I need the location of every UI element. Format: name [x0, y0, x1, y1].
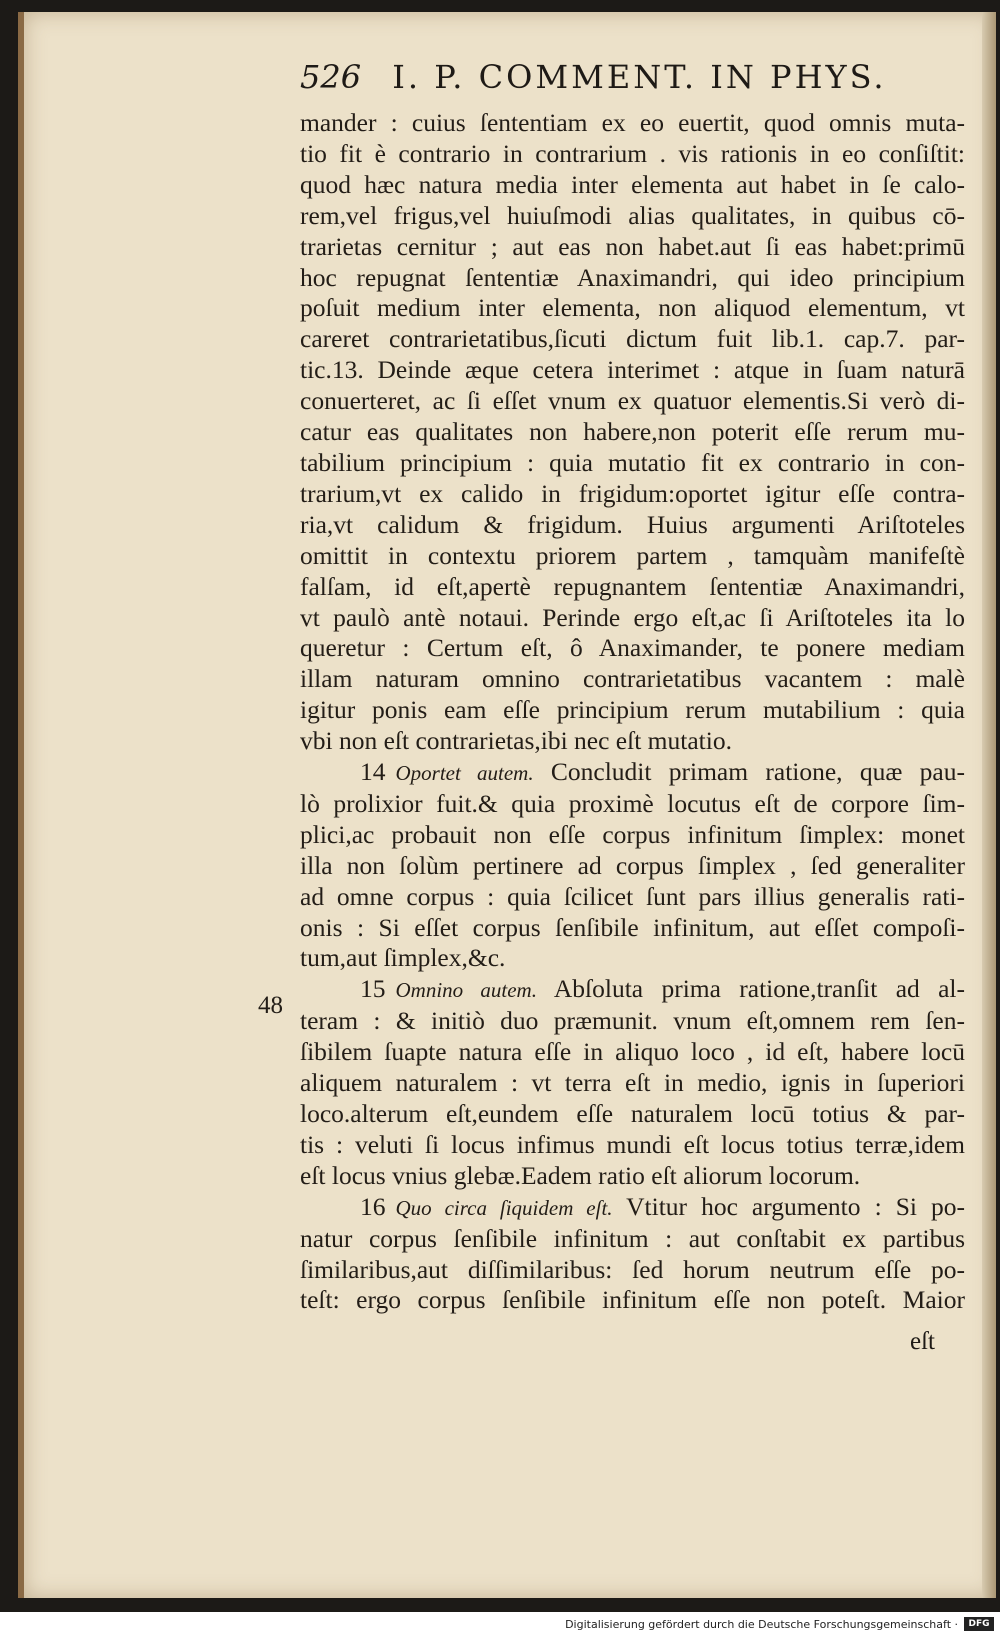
running-title: I. P. COMMENT. IN PHYS.: [392, 58, 887, 96]
line-text: tic.13. Deinde æque cetera interimet : atque in ſuam naturā: [300, 355, 965, 385]
text-line: [300, 232, 965, 263]
line-text: Concludit primam ratione, quæ pau-: [533, 757, 965, 787]
line-text: ria,vt calidum & frigidum. Huius argumenti Ariſtoteles: [300, 509, 965, 539]
line-text: trarietas cernitur ; aut eas non habet.aut ſi eas habet:primū: [300, 231, 965, 261]
line-text: vt paulò antè notaui. Perinde ergo eſt,ac ſi Ariſtoteles ita lo: [300, 602, 965, 632]
text-line: [300, 108, 965, 139]
line-text: loco.alterum eſt,eundem eſſe naturalem locū totius & par-: [300, 1099, 965, 1128]
line-text: illam naturam omnino contrarietatibus vacantem : malè: [300, 664, 965, 694]
text-line: [300, 882, 965, 913]
page-edge: [982, 12, 996, 1598]
line-text: ſibilem ſuapte natura eſſe in aliquo loco , id eſt, habere locū: [300, 1037, 965, 1067]
lemma-text: Quo circa ſiquidem eſt.: [395, 1195, 613, 1220]
catchword: eſt: [910, 1328, 935, 1355]
text-line: [300, 448, 965, 479]
section-number: 16: [360, 1191, 386, 1221]
line-text: trarium,vt ex calido in frigidum:oportet igitur eſſe contra-: [300, 478, 965, 508]
dfg-logo: DFG: [964, 1617, 994, 1631]
line-text: tabilium principium : quia mutatio fit ex contrario in con-: [300, 447, 965, 477]
line-text: natur corpus ſenſibile infinitum : aut conſtabit ex partibus: [300, 1223, 965, 1253]
section-number: 15: [360, 974, 386, 1004]
text-line: [300, 1099, 965, 1130]
text-line: [300, 820, 965, 851]
text-line: [300, 355, 965, 386]
text-line: [300, 1192, 965, 1224]
text-line: [300, 263, 965, 294]
page-number: 526: [300, 58, 362, 96]
section-number: 14: [360, 757, 386, 787]
text-line: [300, 1130, 965, 1161]
line-text: ſimilaribus,aut diſſimilaribus: ſed horum neutrum eſſe po-: [300, 1254, 965, 1284]
line-text: illa non ſolùm pertinere ad corpus ſimplex , ſed generaliter: [300, 850, 965, 880]
running-head: [300, 58, 960, 96]
text-line: [300, 664, 965, 695]
line-text: Abſoluta prima ratione,tranſit ad al-: [536, 974, 965, 1004]
text-line: [300, 541, 965, 572]
text-line: [300, 201, 965, 232]
line-text: teſt: ergo corpus ſenſibile infinitum eſſe non poteſt. Maior: [300, 1285, 965, 1315]
line-text: aliquem naturalem : vt terra eſt in medio, ignis in ſuperiori: [300, 1068, 965, 1098]
text-line: [300, 139, 965, 170]
text-line: [300, 324, 965, 355]
margin-note: 48: [258, 992, 283, 1019]
text-line: [300, 510, 965, 541]
line-text: tis : veluti ſi locus infimus mundi eſt locus totius terræ,idem: [300, 1129, 965, 1159]
text-line: [300, 1006, 965, 1037]
text-line: [300, 1224, 965, 1255]
line-text: lò prolixior fuit.& quia proximè locutus eſt de corpore ſim-: [300, 788, 965, 818]
text-line: [300, 633, 965, 664]
text-line: [300, 1285, 965, 1316]
text-line: [300, 603, 965, 634]
line-text: rem,vel frigus,vel huiuſmodi alias qualitates, in quibus cō-: [300, 200, 965, 230]
line-text: quod hæc natura media inter elementa aut habet in ſe calo-: [300, 169, 965, 199]
line-text: Vtitur hoc argumento : Si po-: [612, 1191, 966, 1221]
text-line: [300, 851, 965, 882]
line-text: tio fit è contrario in contrarium . vis rationis in eo conſiſtit:: [300, 138, 965, 168]
line-text: conuerteret, ac ſi eſſet vnum ex quatuor elementis.Si verò di-: [300, 386, 965, 416]
text-line: [300, 1255, 965, 1286]
line-text: queretur : Certum eſt, ô Anaximander, te ponere mediam: [300, 633, 965, 663]
text-line: [300, 1161, 965, 1192]
line-text: onis : Si eſſet corpus ſenſibile infinitum, aut eſſet compoſi-: [300, 912, 965, 942]
line-text: poſuit medium inter elementa, non aliquod elementum, vt: [300, 293, 965, 323]
text-line: [300, 386, 965, 417]
lemma-text: Oportet autem.: [395, 761, 534, 786]
line-text: careret contrarietatibus,ſicuti dictum fuit lib.1. cap.7. par-: [300, 324, 965, 354]
line-text: igitur ponis eam eſſe principium rerum mutabilium : quia: [300, 695, 965, 725]
text-line: [300, 789, 965, 820]
line-text: plici,ac probauit non eſſe corpus infinitum ſimplex: monet: [300, 819, 965, 849]
text-line: [300, 417, 965, 448]
text-line: [300, 479, 965, 510]
text-line: [300, 170, 965, 201]
line-text: catur eas qualitates non habere,non poterit eſſe rerum mu-: [300, 417, 965, 447]
line-text: eſt locus vnius glebæ.Eadem ratio eſt aliorum locorum.: [300, 1160, 861, 1190]
text-line: [300, 757, 965, 789]
text-line: [300, 1037, 965, 1068]
funding-notice: Digitalisierung gefördert durch die Deutsche Forschungsgemeinschaft ·: [565, 1618, 958, 1631]
footer: [0, 1614, 1000, 1638]
text-line: [300, 695, 965, 726]
line-text: hoc repugnat ſententiæ Anaximandri, qui ideo principium: [300, 262, 965, 292]
text-line: [300, 913, 965, 944]
text-line: [300, 572, 965, 603]
line-text: omittit in contextu priorem partem , tamquàm manifeſtè: [300, 540, 965, 570]
line-text: tum,aut ſimplex,&c.: [300, 943, 506, 973]
line-text: vbi non eſt contrarietas,ibi nec eſt mutatio.: [300, 726, 732, 756]
text-block: [300, 108, 965, 1316]
text-line: [300, 1068, 965, 1099]
text-line: [300, 726, 965, 757]
line-text: teram : & initiò duo præmunit. vnum eſt,omnem rem ſen-: [300, 1006, 965, 1036]
line-text: falſam, id eſt,apertè repugnantem ſententiæ Anaximandri,: [300, 571, 965, 601]
line-text: ad omne corpus : quia ſcilicet ſunt pars illius generalis rati-: [300, 881, 965, 911]
text-line: [300, 974, 965, 1006]
text-line: [300, 293, 965, 324]
text-line: [300, 943, 965, 974]
line-text: mander : cuius ſententiam ex eo euertit, quod omnis muta-: [300, 108, 965, 137]
lemma-text: Omnino autem.: [395, 978, 537, 1003]
